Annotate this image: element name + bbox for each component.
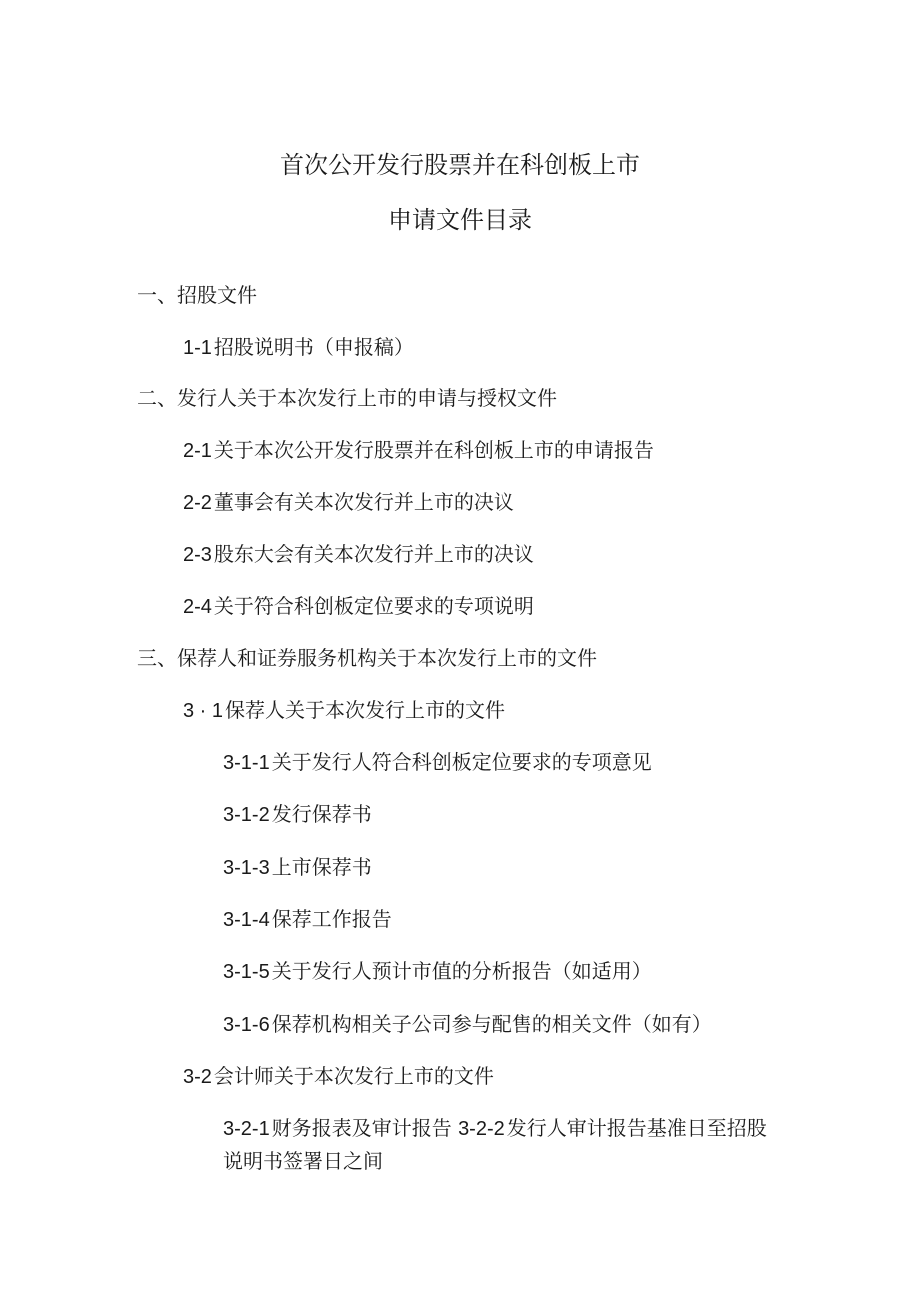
toc-section-2: [137, 382, 557, 414]
toc-item-label: 保荐人关于本次发行上市的文件: [225, 698, 506, 722]
toc-item-label: 财务报表及审计报告: [271, 1116, 452, 1140]
toc-item-label: 上市保荐书: [271, 855, 372, 879]
toc-item-number: 3-1-3: [223, 857, 270, 879]
document-title: 首次公开发行股票并在科创板上市: [280, 151, 640, 179]
toc-item-number: 3-1-1: [223, 752, 270, 774]
toc-item-label: 关于发行人符合科创板定位要求的专项意见: [271, 750, 652, 774]
toc-item-3-1-6: [223, 1008, 712, 1041]
toc-item-label: 招股说明书（申报稿）: [213, 335, 414, 359]
toc-item-number: 3-1-5: [223, 961, 270, 983]
toc-item-3-1: [183, 694, 505, 727]
toc-item-number: 2-4: [183, 596, 212, 618]
toc-item-number: 1-1: [183, 337, 212, 359]
toc-item-label: 关于本次公开发行股票并在科创板上市的申请报告: [213, 438, 654, 462]
toc-item-2-3: [183, 538, 534, 571]
toc-item-label-inline: 发行人审计报告基准日至招股说明书签署日之间: [223, 1116, 767, 1173]
toc-item-label: 股东大会有关本次发行并上市的决议: [213, 542, 534, 566]
toc-item-number: 3-1-4: [223, 909, 270, 931]
toc-item-number: 2-3: [183, 544, 212, 566]
toc-section-label: 一、招股文件: [137, 283, 257, 307]
toc-item-label: 关于符合科创板定位要求的专项说明: [213, 594, 534, 618]
toc-item-3-2-1: [223, 1112, 783, 1177]
toc-item-3-1-2: [223, 798, 372, 831]
toc-item-number: 3-1-2: [223, 804, 270, 826]
toc-section-3: [137, 642, 597, 674]
toc-item-label: 保荐工作报告: [271, 907, 392, 931]
toc-item-3-2: [183, 1060, 494, 1093]
toc-item-3-1-1: [223, 746, 652, 779]
toc-section-label: 三、保荐人和证券服务机构关于本次发行上市的文件: [137, 646, 597, 670]
toc-item-label: 保荐机构相关子公司参与配售的相关文件（如有）: [271, 1012, 712, 1036]
toc-item-number: 2-1: [183, 440, 212, 462]
toc-item-number: 3-2: [183, 1066, 212, 1088]
toc-section-label: 二、发行人关于本次发行上市的申请与授权文件: [137, 386, 557, 410]
toc-item-label: 董事会有关本次发行并上市的决议: [213, 490, 514, 514]
toc-item-2-1: [183, 434, 654, 467]
toc-item-number: 3 · 1: [183, 700, 224, 722]
toc-item-label: 发行保荐书: [271, 802, 372, 826]
toc-item-2-4: [183, 590, 534, 623]
toc-item-number: 2-2: [183, 492, 212, 514]
toc-item-number: 3-1-6: [223, 1014, 270, 1036]
toc-item-label: 关于发行人预计市值的分析报告（如适用）: [271, 959, 652, 983]
toc-item-number-inline: 3-2-2: [458, 1118, 505, 1140]
toc-item-label: 会计师关于本次发行上市的文件: [213, 1064, 494, 1088]
toc-item-3-1-5: [223, 955, 652, 988]
toc-item-3-1-3: [223, 851, 372, 884]
toc-item-2-2: [183, 486, 514, 519]
toc-item-3-1-4: [223, 903, 392, 936]
toc-section-1: [137, 279, 257, 311]
toc-item-1-1: [183, 331, 414, 364]
document-subtitle: 申请文件目录: [388, 206, 532, 234]
toc-item-number: 3-2-1: [223, 1118, 270, 1140]
